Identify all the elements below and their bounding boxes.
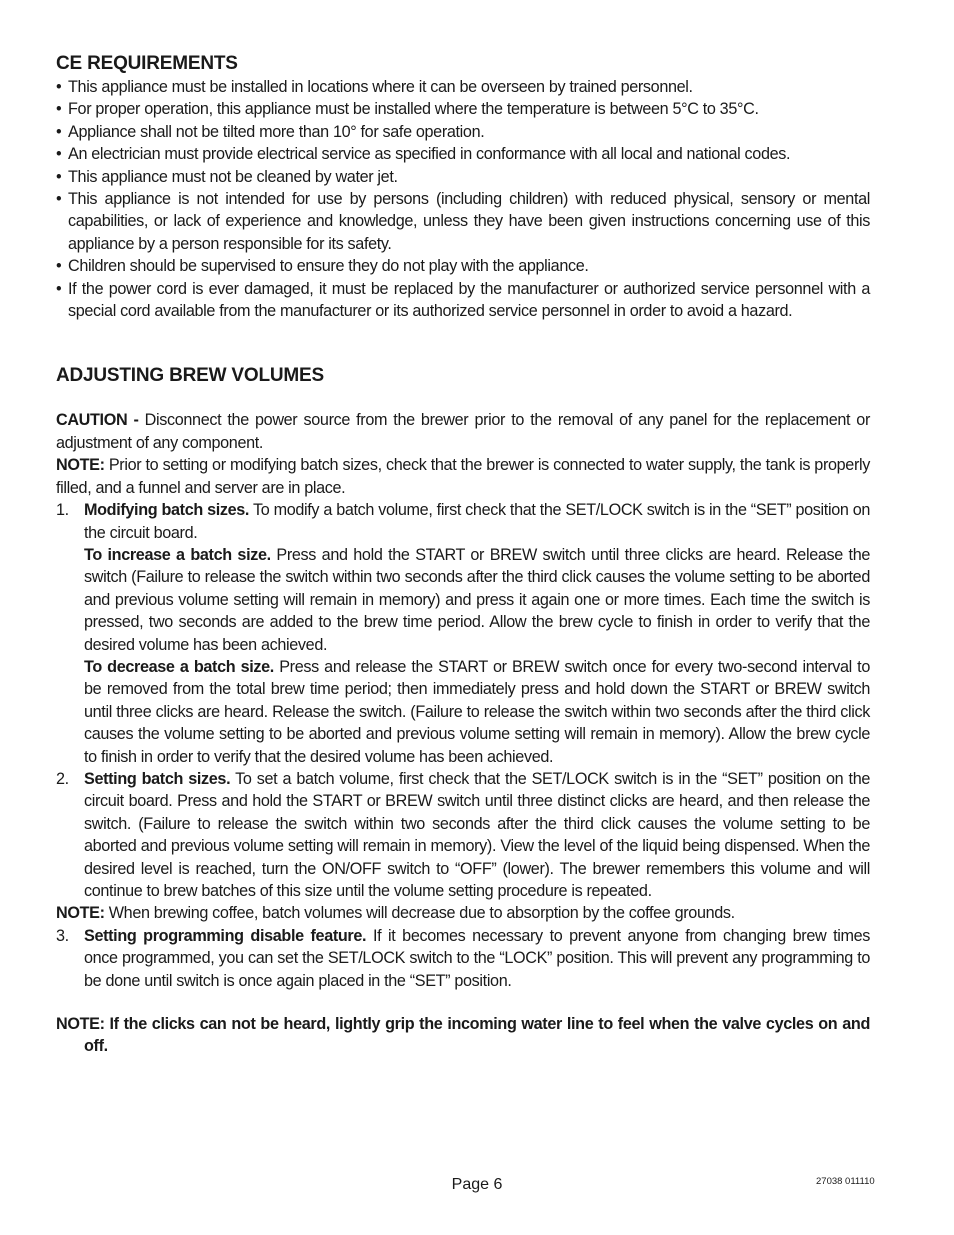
note-paragraph-2 [56, 902, 870, 924]
step-number: 1. [56, 501, 69, 520]
step-title: Setting batch sizes. [84, 769, 231, 788]
document-code: 27038 011110 [816, 1176, 875, 1187]
step-1 [56, 499, 870, 544]
adjusting-brew-volumes-heading: ADJUSTING BREW VOLUMES [56, 365, 324, 387]
list-item: • Children should be supervised to ensure they do not play with the appliance. [56, 255, 870, 277]
note-label: NOTE: [56, 904, 105, 923]
step-number: 3. [56, 926, 69, 945]
step-text: To set a batch volume, first check that the SET/LOCK switch is in the “SET” position on the circuit board. Press and hold the START or BREW switch until three distinct clicks are heard, and then release the switch. (Failure to release the switch within two seconds after the third click causes the volume setting to be aborted and previous volume setting will remain in memory). View the level of the liquid being dispensed. When the desired level is reached, turn the ON/OFF switch to “OFF” (lower). The brewer remembers this volume and will continue to brew batches of this size until the volume setting procedure is repeated. [84, 769, 870, 900]
step-2 [56, 768, 870, 902]
step-title: Setting programming disable feature. [84, 926, 367, 945]
note-text: When brewing coffee, batch volumes will decrease due to absorption by the coffee grounds. [104, 904, 735, 923]
increase-text: Press and hold the START or BREW switch until three clicks are heard. Release the switch (Failure to release the switch within two seconds after the third click causes the volume setting to be aborted and previous volume setting will remain in memory) and press it again one or more times. Each time the switch is pressed, two seconds are added to the brew time period. Allow the brew cycle to finish in order to verify that the desired volume has been achieved. [84, 545, 870, 654]
caution-paragraph [56, 409, 870, 454]
step-title: Modifying batch sizes. [84, 501, 250, 520]
final-note: NOTE: If the clicks can not be heard, lightly grip the incoming water line to feel when the valve cycles on and off. [56, 1015, 870, 1056]
caution-text: Disconnect the power source from the brewer prior to the removal of any panel for the replacement or adjustment of any component. [56, 411, 870, 452]
note-paragraph [56, 454, 870, 499]
list-item: • This appliance is not intended for use by persons (including children) with reduced physical, sensory or mental capabilities, or lack of experience and knowledge, unless they have been given instructions concerning use of this appliance by a person responsible for its safety. [56, 188, 870, 255]
step-3 [56, 925, 870, 992]
list-item: • An electrician must provide electrical service as specified in conformance with all local and national codes. [56, 143, 870, 165]
note-text: Prior to setting or modifying batch sizes, check that the brewer is connected to water supply, the tank is properly filled, and a funnel and server are in place. [56, 456, 870, 497]
document-page [56, 52, 870, 1074]
page-number: Page 6 [451, 1176, 503, 1193]
step-text: To modify a batch volume, first check that the SET/LOCK switch is in the “SET” position on the circuit board. [84, 501, 870, 542]
list-item: • This appliance must not be cleaned by water jet. [56, 166, 870, 188]
increase-title: To increase a batch size. [84, 545, 271, 564]
list-item: • This appliance must be installed in locations where it can be overseen by trained personnel. [56, 76, 870, 98]
caution-label: CAUTION - [56, 411, 139, 430]
list-item: • If the power cord is ever damaged, it must be replaced by the manufacturer or authorized service personnel with a special cord available from the manufacturer or its authorized service personnel in order to avoid a hazard. [56, 278, 870, 323]
list-item: • Appliance shall not be tilted more than 10° for safe operation. [56, 121, 870, 143]
increase-batch-paragraph [56, 544, 870, 656]
decrease-batch-paragraph [56, 656, 870, 768]
step-text: If it becomes necessary to prevent anyone from changing brew times once programmed, you can set the SET/LOCK switch to the “LOCK” position. This will prevent any programming to be done until switch is once again placed in the “SET” position. [84, 926, 871, 990]
ce-requirements-heading: CE REQUIREMENTS [56, 53, 238, 74]
step-number: 2. [56, 769, 69, 788]
ce-requirements-list [56, 76, 870, 322]
decrease-title: To decrease a batch size. [84, 657, 274, 676]
decrease-text: Press and release the START or BREW switch once for every two-second interval to be removed from the total brew time period; then immediately press and hold down the START or BREW switch until three clicks are heard. Release the switch. (Failure to release the switch within two seconds after the third click causes the volume setting to be aborted and previous volume setting will remain in memory). Allow the brew cycle to finish in order to verify that the desired volume has been achieved. [84, 657, 870, 766]
list-item: • For proper operation, this appliance must be installed where the temperature is between 5°C to 35°C. [56, 98, 870, 120]
note-label: NOTE: [56, 456, 105, 475]
